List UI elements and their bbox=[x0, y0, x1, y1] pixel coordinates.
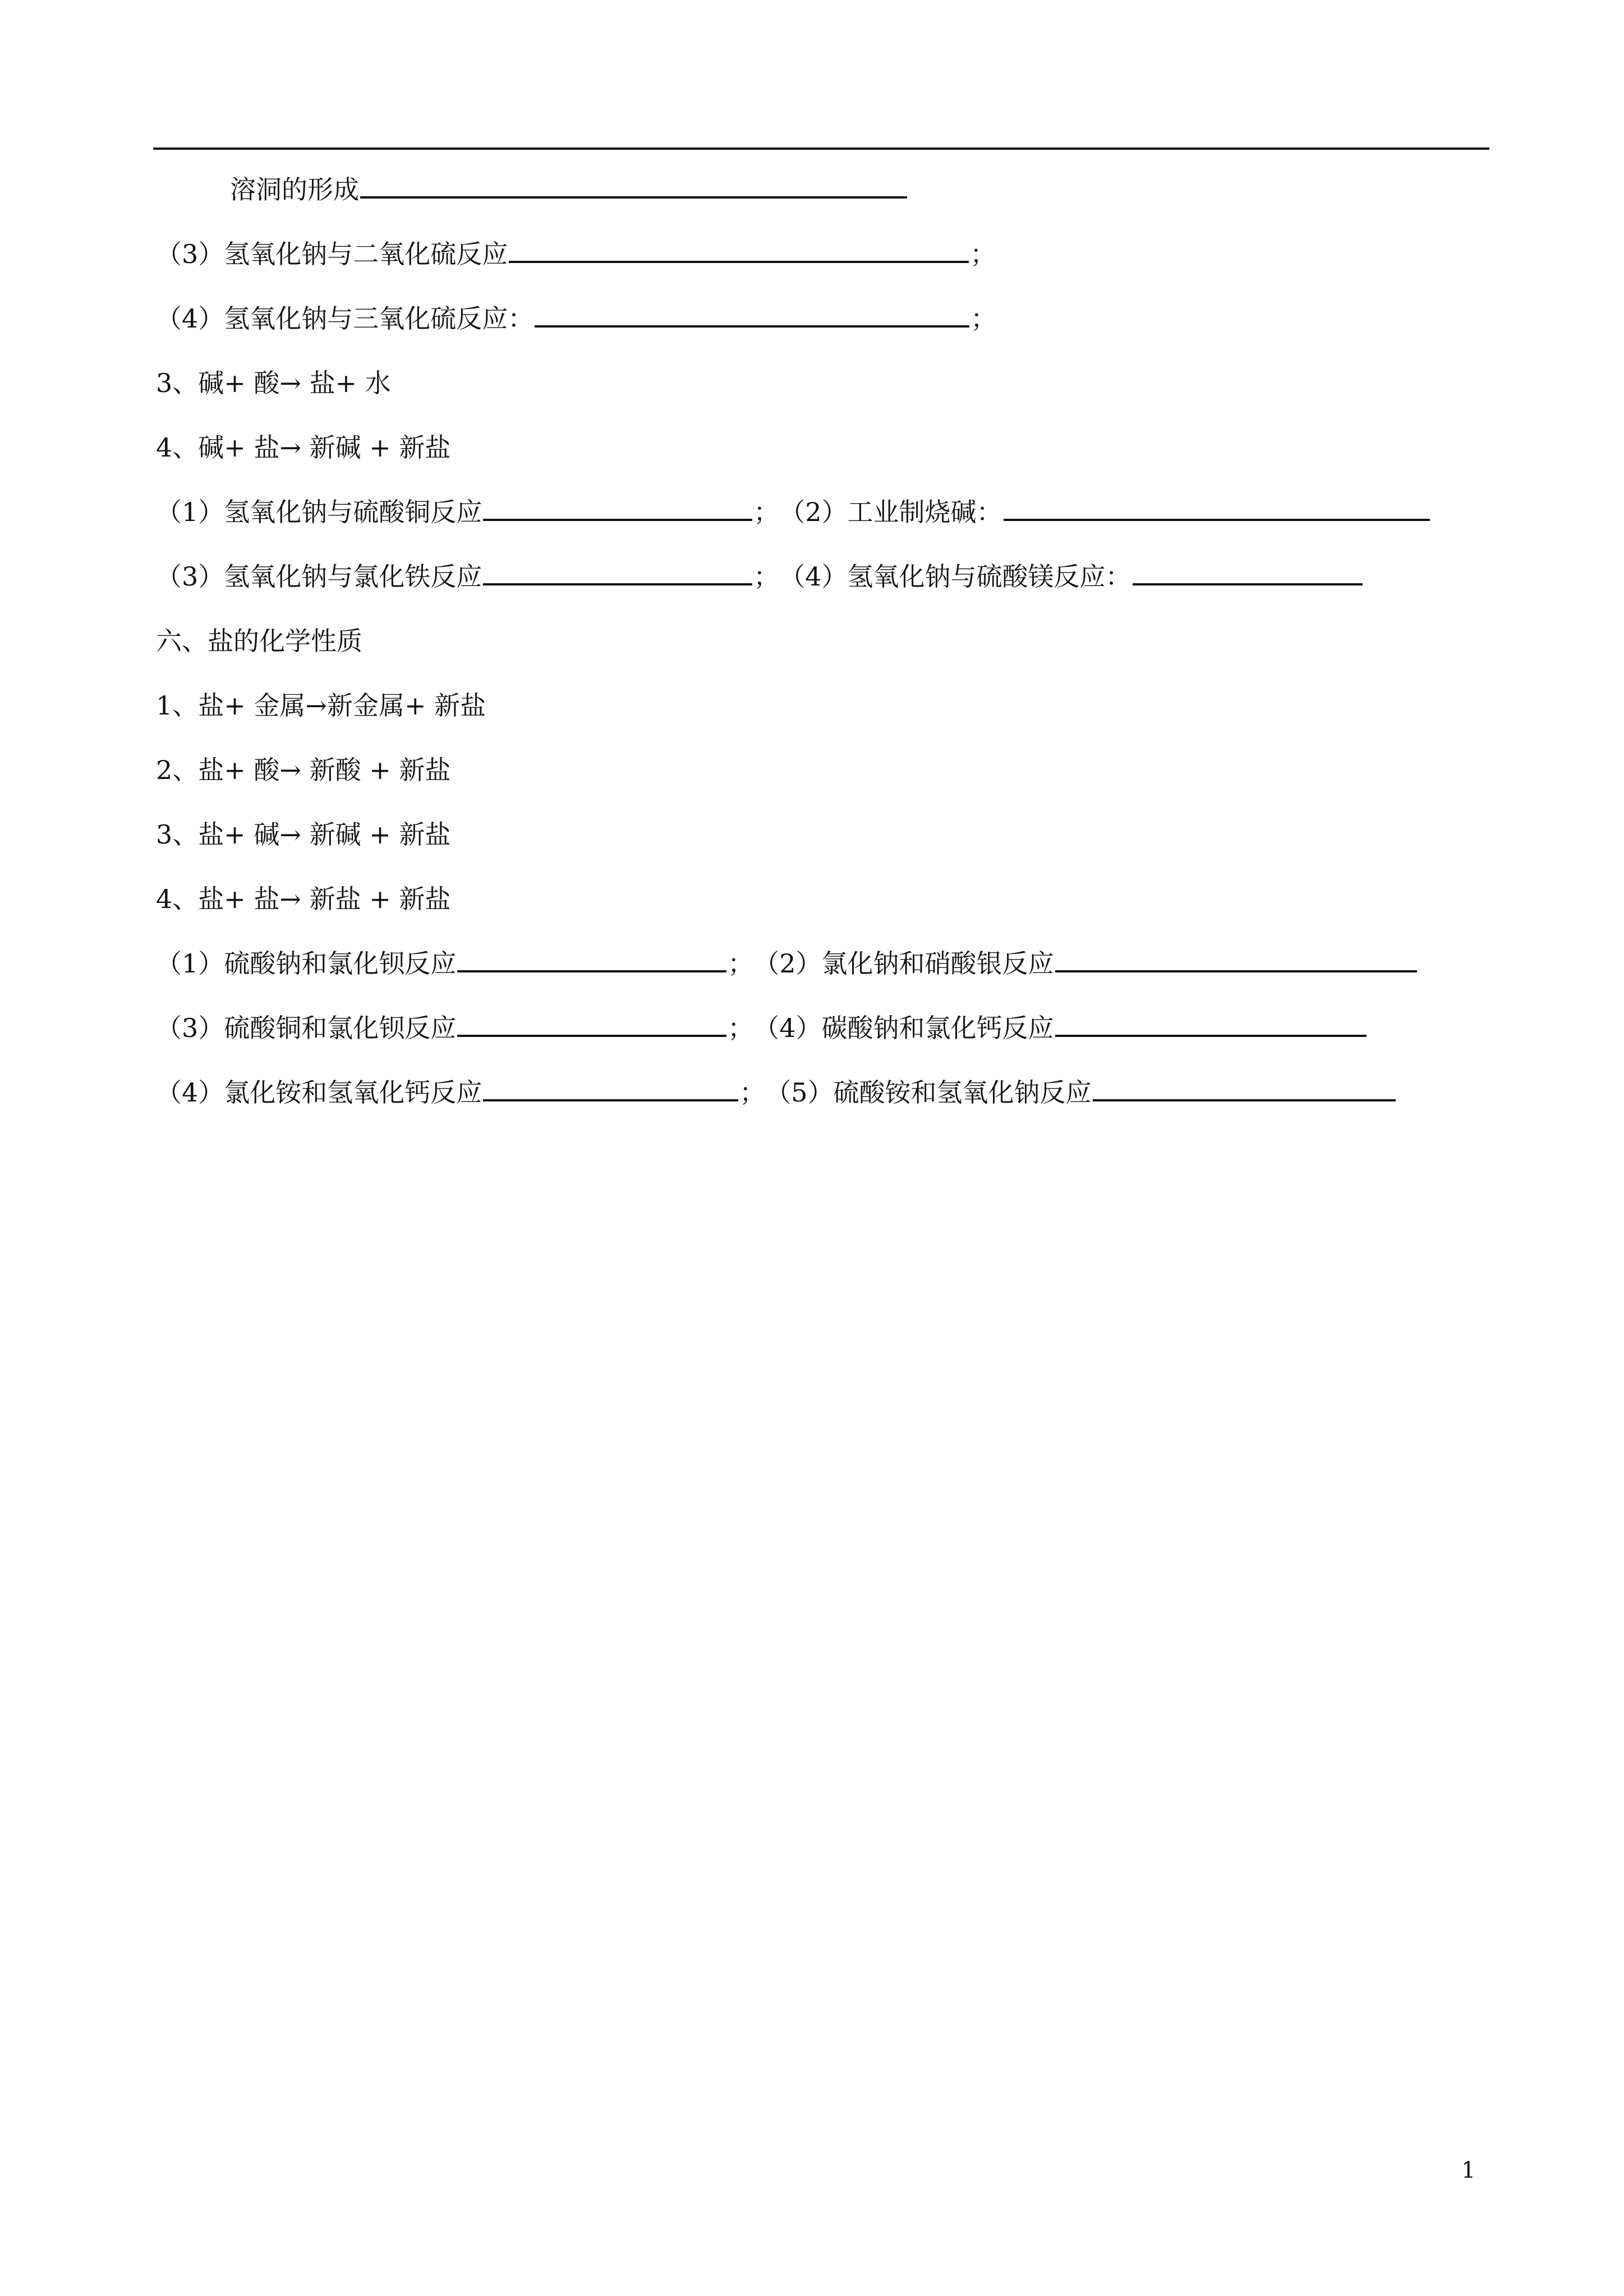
line-text-left: （3）氢氧化钠与氯化铁反应 bbox=[156, 561, 482, 592]
line-separator: ； bbox=[728, 1013, 754, 1043]
line-text: 3、碱+ 酸→ 盐+ 水 bbox=[156, 368, 391, 398]
answer-blank[interactable] bbox=[1133, 559, 1363, 585]
page-number: 1 bbox=[1461, 2157, 1476, 2183]
line-salt-metal bbox=[156, 686, 486, 725]
line-nh4cl-caoh2 bbox=[156, 1073, 1397, 1112]
line-separator: ； bbox=[728, 948, 754, 979]
line-text-left: （1）硫酸钠和氯化钡反应 bbox=[156, 948, 457, 979]
answer-blank[interactable] bbox=[1093, 1075, 1396, 1101]
line-text: （3）氢氧化钠与二氧化硫反应 bbox=[156, 239, 508, 269]
line-naoh-so3 bbox=[156, 299, 996, 338]
line-base-salt bbox=[156, 428, 450, 467]
line-naoh-cuso4 bbox=[156, 492, 1431, 532]
line-base-acid bbox=[156, 363, 391, 403]
answer-blank[interactable] bbox=[535, 301, 969, 328]
line-end: ； bbox=[970, 303, 997, 334]
line-text: 4、盐+ 盐→ 新盐 + 新盐 bbox=[156, 884, 451, 914]
line-text-right: （5）硫酸铵和氢氧化钠反应 bbox=[765, 1077, 1092, 1108]
answer-blank[interactable] bbox=[360, 172, 907, 199]
answer-blank[interactable] bbox=[483, 559, 752, 585]
section-title: 六、盐的化学性质 bbox=[156, 626, 362, 656]
line-text-right: （2）氯化钠和硝酸银反应 bbox=[753, 948, 1054, 979]
answer-blank[interactable] bbox=[509, 236, 969, 263]
line-salt-acid bbox=[156, 750, 450, 790]
line-na2so4-bacl2 bbox=[156, 944, 1418, 983]
line-text: 1、盐+ 金属→新金属+ 新盐 bbox=[156, 690, 486, 721]
line-text-left: （1）氢氧化钠与硫酸铜反应 bbox=[156, 497, 482, 527]
line-text: 溶洞的形成 bbox=[230, 174, 359, 205]
line-end: ； bbox=[970, 239, 996, 269]
answer-blank[interactable] bbox=[483, 1075, 738, 1101]
line-text: 3、盐+ 碱→ 新碱 + 新盐 bbox=[156, 819, 451, 850]
line-cuso4-bacl2 bbox=[156, 1008, 1368, 1048]
line-text: （4）氢氧化钠与三氧化硫反应： bbox=[156, 303, 534, 334]
line-salt-base bbox=[156, 815, 450, 854]
answer-blank[interactable] bbox=[1004, 494, 1430, 521]
line-text: 4、碱+ 盐→ 新碱 + 新盐 bbox=[156, 432, 451, 463]
answer-blank[interactable] bbox=[1055, 946, 1417, 972]
line-karst-cave bbox=[230, 170, 908, 209]
line-salt-salt bbox=[156, 879, 450, 919]
answer-blank[interactable] bbox=[457, 946, 726, 972]
line-separator: ； bbox=[753, 561, 780, 592]
line-text-right: （4）碳酸钠和氯化钙反应 bbox=[753, 1013, 1054, 1043]
header-rule bbox=[153, 147, 1489, 150]
answer-blank[interactable] bbox=[1055, 1010, 1367, 1037]
line-separator: ； bbox=[753, 497, 780, 527]
line-text-left: （4）氯化铵和氢氧化钙反应 bbox=[156, 1077, 482, 1108]
line-separator: ； bbox=[739, 1077, 766, 1108]
answer-blank[interactable] bbox=[483, 494, 752, 521]
line-text-right: （4）氢氧化钠与硫酸镁反应： bbox=[779, 561, 1131, 592]
line-naoh-fecl3 bbox=[156, 557, 1364, 596]
line-text-left: （3）硫酸铜和氯化钡反应 bbox=[156, 1013, 457, 1043]
answer-blank[interactable] bbox=[457, 1010, 726, 1037]
line-text-right: （2）工业制烧碱： bbox=[779, 497, 1002, 527]
section-heading-salt bbox=[156, 621, 362, 661]
line-naoh-so2 bbox=[156, 234, 996, 274]
line-text: 2、盐+ 酸→ 新酸 + 新盐 bbox=[156, 755, 451, 785]
